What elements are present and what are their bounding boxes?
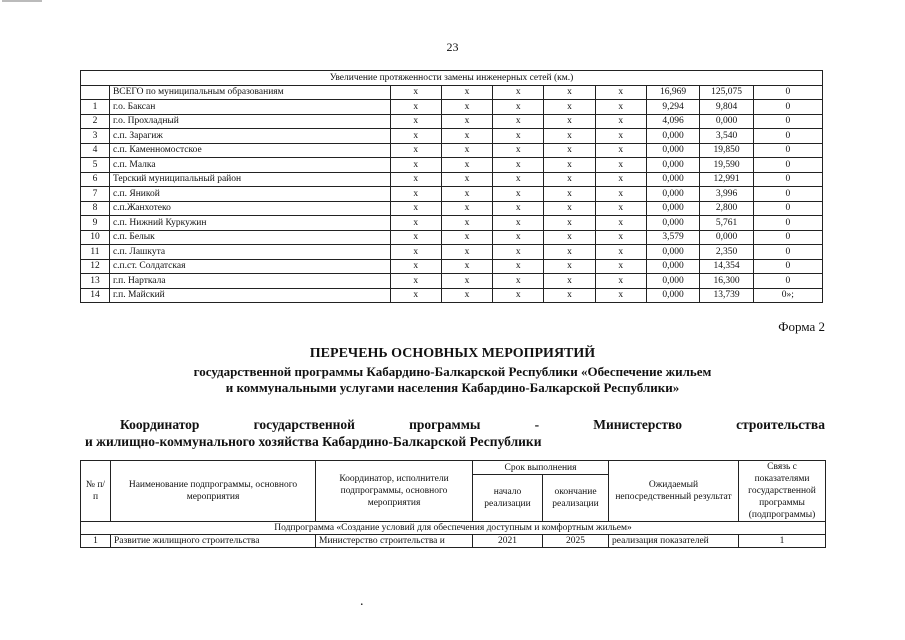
cell-c5: x [595,143,646,158]
cell-c1: x [390,187,441,202]
cell-c2: x [441,288,492,303]
cell-c4: x [544,172,595,187]
stray-dot: . [360,594,364,609]
table-row [81,216,823,231]
table-row [81,201,823,216]
table-row [81,259,823,274]
cell-v2: 2,350 [700,245,753,260]
cell-c5: x [595,100,646,115]
cell-v3: 0 [753,100,822,115]
cell-c2: x [441,187,492,202]
cell-c4: x [544,259,595,274]
cell-v2: 19,850 [700,143,753,158]
table-caption: Увеличение протяженности замены инженерных сетей (км.) [81,71,823,86]
cell-c1: x [390,288,441,303]
cell-c1: x [390,230,441,245]
cell-v1: 0,000 [646,172,699,187]
cell-v2: 14,354 [700,259,753,274]
header-result: Ожидаемый непосредственный результат [609,461,739,522]
table-row [81,187,823,202]
cell-num: 5 [81,158,110,173]
cell-c4: x [544,230,595,245]
cell-c5: x [595,245,646,260]
cell-c3: x [493,129,544,144]
network-replacement-table [80,70,823,303]
cell-c5: x [595,172,646,187]
cell-name: г.п. Нарткала [109,274,390,289]
cell-v2: 125,075 [700,85,753,100]
cell-v1: 0,000 [646,245,699,260]
header-link: Связь с показателями государственной программы (подпрограммы) [739,461,826,522]
cell-c2: x [441,129,492,144]
cell-v3: 0 [753,187,822,202]
cell-c1: x [390,172,441,187]
coordinator-word: Министерство [593,417,682,432]
cell-c3: x [493,216,544,231]
cell-name: с.п. Зарагиж [109,129,390,144]
cell-v1: 0,000 [646,129,699,144]
cell-v1: 0,000 [646,201,699,216]
table-row [81,245,823,260]
subprogram-row [81,522,826,535]
table-row [81,172,823,187]
cell-num: 1 [81,100,110,115]
cell-coordinator: Министерство строительства и [316,535,473,548]
cell-c2: x [441,172,492,187]
subtitle-line-2: государственной программы Кабардино-Балкарской Республики «Обеспечение жильем [193,364,712,379]
cell-v3: 0 [753,85,822,100]
table-row [81,288,823,303]
list-subtitle [80,364,825,396]
header-name: Наименование подпрограммы, основного мероприятия [111,461,316,522]
cell-c3: x [493,187,544,202]
cell-c2: x [441,201,492,216]
activities-table [80,460,826,548]
cell-c3: x [493,245,544,260]
cell-v3: 0 [753,230,822,245]
table-row [81,85,823,100]
cell-v1: 0,000 [646,274,699,289]
coordinator-word: - [534,417,540,432]
cell-c1: x [390,201,441,216]
cell-v1: 3,579 [646,230,699,245]
cell-start: 2021 [473,535,543,548]
header-end: окончание реализации [543,475,609,522]
cell-c5: x [595,259,646,274]
cell-v2: 13,739 [700,288,753,303]
cell-c2: x [441,114,492,129]
cell-c3: x [493,143,544,158]
cell-c3: x [493,158,544,173]
cell-v1: 0,000 [646,187,699,202]
cell-v2: 9,804 [700,100,753,115]
cell-c4: x [544,143,595,158]
cell-c3: x [493,100,544,115]
cell-name: с.п. Нижний Куркужин [109,216,390,231]
cell-c3: x [493,114,544,129]
subprogram-title: Подпрограмма «Создание условий для обеспечения доступным и комфортным жильем» [81,522,826,535]
cell-num: 6 [81,172,110,187]
cell-c1: x [390,259,441,274]
cell-num: 13 [81,274,110,289]
cell-c5: x [595,201,646,216]
cell-num: 3 [81,129,110,144]
cell-c4: x [544,201,595,216]
cell-c5: x [595,216,646,231]
table-row [81,535,826,548]
cell-v3: 0 [753,245,822,260]
cell-v3: 0 [753,172,822,187]
table-row [81,100,823,115]
cell-num [81,85,110,100]
cell-c4: x [544,114,595,129]
cell-c3: x [493,274,544,289]
cell-v1: 0,000 [646,143,699,158]
cell-name: г.о. Баксан [109,100,390,115]
coordinator-line [80,416,825,433]
cell-v3: 0 [753,143,822,158]
cell-c4: x [544,274,595,289]
cell-v1: 0,000 [646,216,699,231]
cell-c5: x [595,158,646,173]
cell-c2: x [441,158,492,173]
table-row [81,143,823,158]
cell-num: 14 [81,288,110,303]
cell-c1: x [390,100,441,115]
cell-name: Терский муниципальный район [109,172,390,187]
page-number: 23 [446,40,459,54]
subtitle-line-3: и коммунальными услугами населения Кабардино-Балкарской Республики» [225,380,680,395]
cell-c4: x [544,100,595,115]
cell-v3: 0 [753,114,822,129]
cell-v2: 0,000 [700,114,753,129]
cell-link: 1 [739,535,826,548]
coordinator-word: строительства [736,417,825,432]
cell-v2: 16,300 [700,274,753,289]
cell-v1: 4,096 [646,114,699,129]
cell-c5: x [595,288,646,303]
cell-v2: 2,800 [700,201,753,216]
coordinator-word: Координатор [120,417,200,432]
header-term: Срок выполнения [473,461,609,475]
cell-c1: x [390,143,441,158]
cell-v3: 0 [753,274,822,289]
table-row [81,158,823,173]
cell-name: г.о. Прохладный [109,114,390,129]
cell-c3: x [493,201,544,216]
form-label: Форма 2 [778,319,825,334]
cell-c2: x [441,216,492,231]
cell-num: 7 [81,187,110,202]
cell-c4: x [544,216,595,231]
cell-c2: x [441,274,492,289]
list-title: ПЕРЕЧЕНЬ ОСНОВНЫХ МЕРОПРИЯТИЙ [309,346,596,361]
cell-c2: x [441,143,492,158]
cell-end: 2025 [543,535,609,548]
coordinator-line-2: и жилищно-коммунального хозяйства Кабардино-Балкарской Республики [85,434,542,449]
cell-result: реализация показателей [609,535,739,548]
header-num: № п/п [81,461,111,522]
cell-c4: x [544,288,595,303]
cell-num: 12 [81,259,110,274]
cell-c1: x [390,129,441,144]
cell-c2: x [441,85,492,100]
cell-num: 2 [81,114,110,129]
table-row [81,129,823,144]
cell-num: 11 [81,245,110,260]
cell-c4: x [544,245,595,260]
cell-v1: 0,000 [646,158,699,173]
cell-v1: 0,000 [646,288,699,303]
cell-num: 8 [81,201,110,216]
cell-c3: x [493,85,544,100]
table-row [81,114,823,129]
cell-c3: x [493,172,544,187]
cell-c5: x [595,85,646,100]
cell-v1: 16,969 [646,85,699,100]
cell-c4: x [544,187,595,202]
cell-c5: x [595,274,646,289]
cell-v3: 0 [753,216,822,231]
cell-v2: 12,991 [700,172,753,187]
cell-v1: 0,000 [646,259,699,274]
cell-name: с.п. Малка [109,158,390,173]
cell-v3: 0»; [753,288,822,303]
cell-c3: x [493,288,544,303]
cell-c1: x [390,85,441,100]
coordinator-word: государственной [253,417,355,432]
cell-c4: x [544,85,595,100]
cell-c5: x [595,129,646,144]
coordinator-word: программы [409,417,481,432]
cell-name: с.п.Жанхотеко [109,201,390,216]
cell-v2: 3,996 [700,187,753,202]
cell-c5: x [595,114,646,129]
cell-v2: 3,540 [700,129,753,144]
header-coordinator: Координатор, исполнители подпрограммы, основного мероприятия [316,461,473,522]
cell-name: с.п. Лашкута [109,245,390,260]
cell-num: 10 [81,230,110,245]
cell-c5: x [595,230,646,245]
scan-mark [2,0,42,2]
cell-c4: x [544,129,595,144]
cell-name: с.п. Белык [109,230,390,245]
cell-c1: x [390,158,441,173]
cell-c2: x [441,259,492,274]
cell-c1: x [390,274,441,289]
cell-c4: x [544,158,595,173]
cell-v2: 0,000 [700,230,753,245]
cell-name: с.п. Яникой [109,187,390,202]
table-row [81,274,823,289]
cell-v3: 0 [753,201,822,216]
cell-c3: x [493,230,544,245]
cell-name: Развитие жилищного строительства [111,535,316,548]
cell-c1: x [390,216,441,231]
cell-v3: 0 [753,259,822,274]
cell-v3: 0 [753,158,822,173]
cell-name: ВСЕГО по муниципальным образованиям [109,85,390,100]
cell-c1: x [390,245,441,260]
cell-v2: 5,761 [700,216,753,231]
cell-name: с.п. Каменномостское [109,143,390,158]
cell-v2: 19,590 [700,158,753,173]
cell-num: 4 [81,143,110,158]
cell-v1: 9,294 [646,100,699,115]
cell-c2: x [441,100,492,115]
cell-v3: 0 [753,129,822,144]
cell-c3: x [493,259,544,274]
cell-c5: x [595,187,646,202]
table-row [81,230,823,245]
cell-c2: x [441,230,492,245]
cell-name: с.п.ст. Солдатская [109,259,390,274]
cell-name: г.п. Майский [109,288,390,303]
cell-c1: x [390,114,441,129]
cell-c2: x [441,245,492,260]
header-start: начало реализации [473,475,543,522]
cell-num: 1 [81,535,111,548]
cell-num: 9 [81,216,110,231]
table-caption-row [81,71,823,86]
